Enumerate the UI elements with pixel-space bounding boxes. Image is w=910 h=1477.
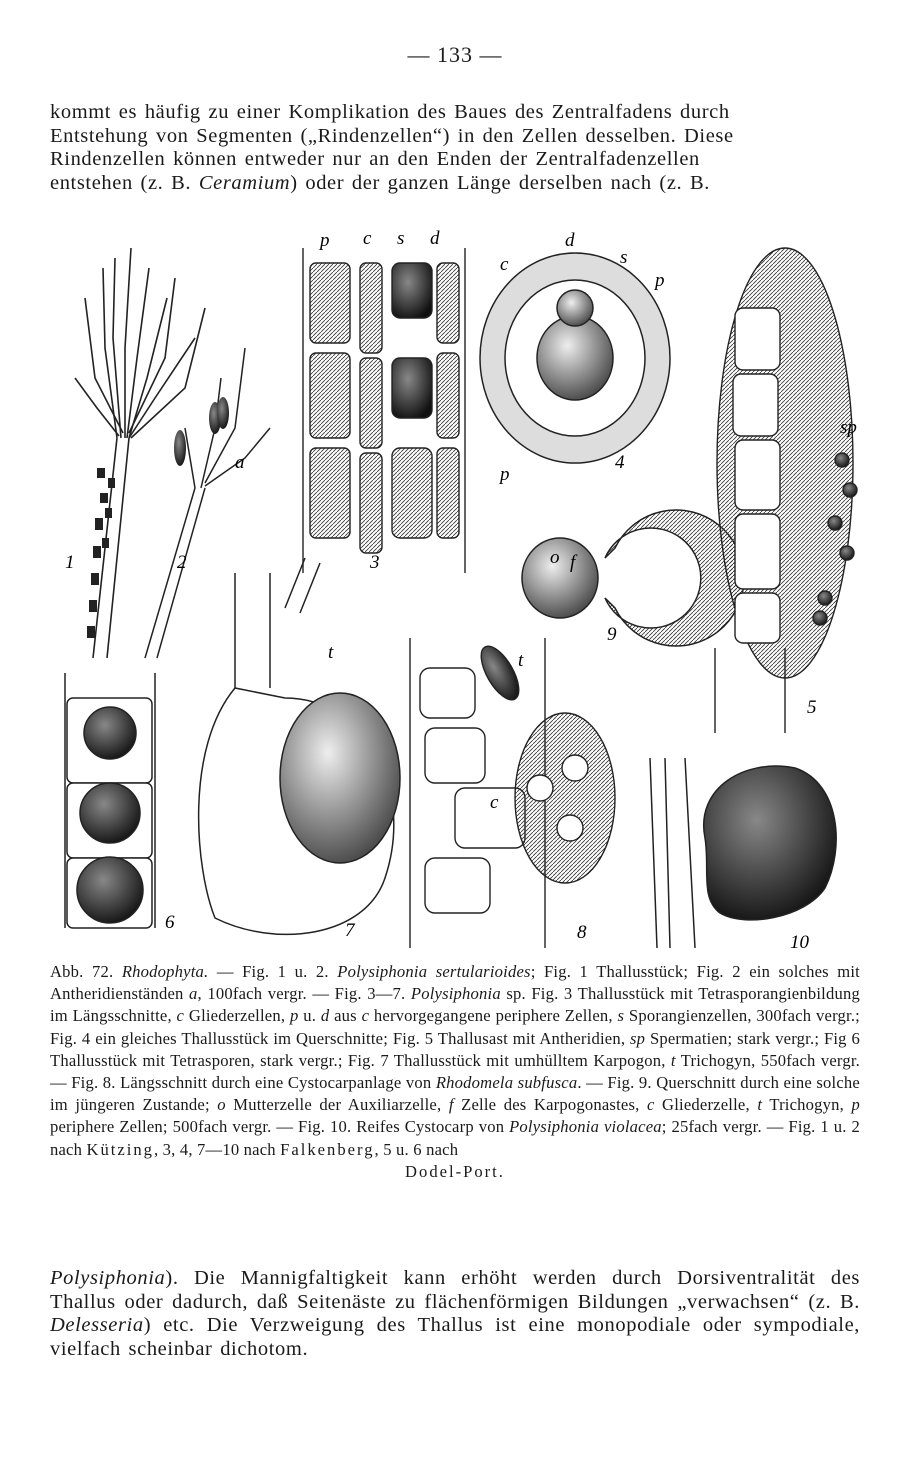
caption-text: aus bbox=[329, 1006, 362, 1026]
fig-label-sp: sp bbox=[840, 417, 857, 438]
fig-label-p: p bbox=[320, 230, 330, 251]
fig6-tetraspore-drawing bbox=[65, 673, 155, 928]
fig3-section-drawing bbox=[303, 248, 465, 573]
caption-taxon: Polysiphonia sertularioides bbox=[337, 962, 531, 981]
fig-label-4: 4 bbox=[615, 452, 625, 473]
genus-name: Delesseria bbox=[50, 1314, 144, 1336]
caption-symbol: c bbox=[361, 1006, 370, 1026]
caption-symbol: s bbox=[617, 1006, 625, 1026]
fig-label-d4: d bbox=[565, 230, 575, 251]
caption-author: Kützing bbox=[86, 1139, 154, 1159]
fig-label-6: 6 bbox=[165, 912, 175, 933]
genus-name: Polysiphonia bbox=[50, 1267, 166, 1289]
caption-text: periphere Zellen; 500fach vergr. — Fig. 10. Reifes Cystocarp von bbox=[50, 1117, 510, 1137]
caption-symbol: p bbox=[851, 1095, 860, 1115]
fig10-cystocarp-drawing bbox=[650, 758, 836, 948]
caption-symbol: o bbox=[217, 1095, 226, 1115]
caption-text: Trichogyn, 550fach vergr. — Fig. 8. Längsschnitt durch eine Cystocarpanlage von bbox=[50, 1050, 860, 1093]
caption-text: hervorgegangene periphere Zellen, bbox=[369, 1006, 618, 1026]
text-line: Entstehung von Segmenten („Rindenzellen“) in den Zellen desselben. Diese bbox=[50, 124, 734, 147]
algae-illustrations bbox=[45, 228, 865, 958]
fig9-cross-section-drawing bbox=[522, 510, 744, 646]
bottom-paragraph bbox=[50, 1267, 860, 1361]
fig-label-9: 9 bbox=[607, 624, 617, 645]
caption-symbol: sp bbox=[629, 1028, 646, 1048]
caption-symbol: a bbox=[189, 984, 198, 1004]
fig4-cross-section-drawing bbox=[480, 253, 670, 463]
caption-text: Spermatien; stark vergr.; Fig 6 Thallusstück mit Tetrasporen, stark vergr.; Fig. 7 Thallusstück mit umhülltem Karpogon, bbox=[50, 1028, 860, 1070]
text-line: Rindenzellen können entweder nur an den Enden der Zentralfadenzellen bbox=[50, 148, 700, 170]
fig-label-t7: t bbox=[328, 642, 334, 663]
fig-label-1: 1 bbox=[65, 552, 75, 573]
paragraph-text: ). Die Mannigfaltigkeit kann erhöht werden durch Dorsiventralität des Thallus oder dadurch, daß Seitenäste zu flächenförmigen Bildungen „verwachsen“ (z. B. bbox=[50, 1267, 860, 1313]
fig-label-d: d bbox=[430, 228, 440, 249]
fig8-cystocarp-drawing bbox=[410, 638, 615, 948]
fig-label-p9: p bbox=[500, 464, 510, 485]
fig-label-s4: s bbox=[620, 247, 628, 268]
caption-text: Abb. 72. bbox=[50, 962, 122, 981]
fig-label-5: 5 bbox=[807, 697, 817, 718]
caption-text: Sporangienzellen, 300fach vergr.; Fig. 4 ein gleiches Thallusstück im Querschnitte; Fig. 5 Thallusast mit Antheridien, bbox=[50, 1006, 860, 1048]
page-number: — 133 — bbox=[407, 42, 503, 67]
text-line: kommt es häufig zu einer Komplikation des Baues des Zentralfadens durch bbox=[50, 101, 730, 123]
fig-label-t8: t bbox=[518, 650, 524, 671]
text-line: entstehen (z. B. bbox=[50, 171, 199, 194]
caption-taxon: Polysiphonia violacea bbox=[509, 1117, 662, 1137]
caption-symbol: t bbox=[670, 1050, 676, 1070]
caption-symbol: d bbox=[320, 1006, 330, 1026]
caption-symbol: c bbox=[646, 1095, 655, 1115]
fig-label-p4: p bbox=[655, 270, 665, 291]
paragraph-text: ) etc. Die Verzweigung des Thallus ist eine monopodiale oder sympodiale, vielfach scheinbar dichotom. bbox=[50, 1314, 860, 1360]
fig-label-c8: c bbox=[490, 792, 499, 813]
fig-label-10: 10 bbox=[790, 932, 809, 953]
botanical-figure-plate bbox=[45, 228, 865, 958]
caption-symbol: f bbox=[448, 1095, 454, 1115]
caption-text: Zelle des Karpogonastes, bbox=[453, 1095, 647, 1115]
caption-taxon: Rhodophyta. bbox=[121, 962, 209, 981]
figure-caption bbox=[50, 961, 860, 1183]
fig-label-o9: o bbox=[550, 547, 560, 568]
fig-label-c: c bbox=[363, 228, 372, 249]
caption-text: Trichogyn, bbox=[762, 1095, 852, 1115]
caption-text: u. bbox=[298, 1006, 321, 1026]
caption-text: sp. Fig. 3 Thallusstück mit Tetrasporangienbildung im Längsschnitte, bbox=[50, 984, 860, 1026]
fig-label-c4: c bbox=[500, 254, 509, 275]
caption-text: ; 25fach vergr. — Fig. 1 u. 2 nach bbox=[50, 1117, 860, 1159]
fig-label-a: a bbox=[235, 452, 245, 473]
caption-text: Mutterzelle der Auxiliarzelle, bbox=[225, 1095, 449, 1115]
top-paragraph bbox=[50, 101, 860, 195]
caption-symbol: t bbox=[757, 1095, 763, 1115]
fig2-thallus-drawing bbox=[145, 348, 270, 658]
fig5-branch-drawing bbox=[715, 248, 857, 733]
fig-label-8: 8 bbox=[577, 922, 587, 943]
caption-taxon: Rhodomela subfusca bbox=[435, 1073, 578, 1093]
text-line: ) oder der ganzen Länge derselben nach (z. B. bbox=[290, 171, 710, 194]
caption-symbol: p bbox=[289, 1006, 299, 1026]
fig-label-3: 3 bbox=[370, 552, 380, 573]
fig-label-s: s bbox=[397, 228, 405, 249]
caption-text: ; Fig. 1 Thallusstück; Fig. 2 ein solches mit Antheridienständen bbox=[50, 962, 860, 1004]
fig-label-2: 2 bbox=[177, 552, 187, 573]
caption-author: Dodel-Port. bbox=[405, 1161, 505, 1181]
fig7-carpogon-drawing bbox=[199, 558, 400, 934]
caption-text: . — Fig. 9. Querschnitt durch eine solche im jüngeren Zustande; bbox=[50, 1073, 860, 1115]
caption-author: Falkenberg bbox=[280, 1139, 375, 1159]
fig-label-f9: f bbox=[570, 552, 576, 573]
genus-name: Ceramium bbox=[198, 171, 291, 194]
caption-text: , 100fach vergr. — Fig. 3—7. bbox=[197, 984, 411, 1004]
fig-label-7: 7 bbox=[345, 920, 355, 941]
caption-text: , 3, 4, 7—10 nach bbox=[153, 1139, 281, 1159]
caption-symbol: c bbox=[176, 1006, 185, 1026]
caption-taxon: Polysiphonia bbox=[410, 984, 501, 1004]
caption-text: , 5 u. 6 nach bbox=[374, 1139, 459, 1159]
caption-text: Gliederzellen, bbox=[184, 1006, 290, 1026]
caption-text: — Fig. 1 u. 2. bbox=[208, 962, 338, 981]
caption-text: Gliederzelle, bbox=[654, 1095, 758, 1115]
